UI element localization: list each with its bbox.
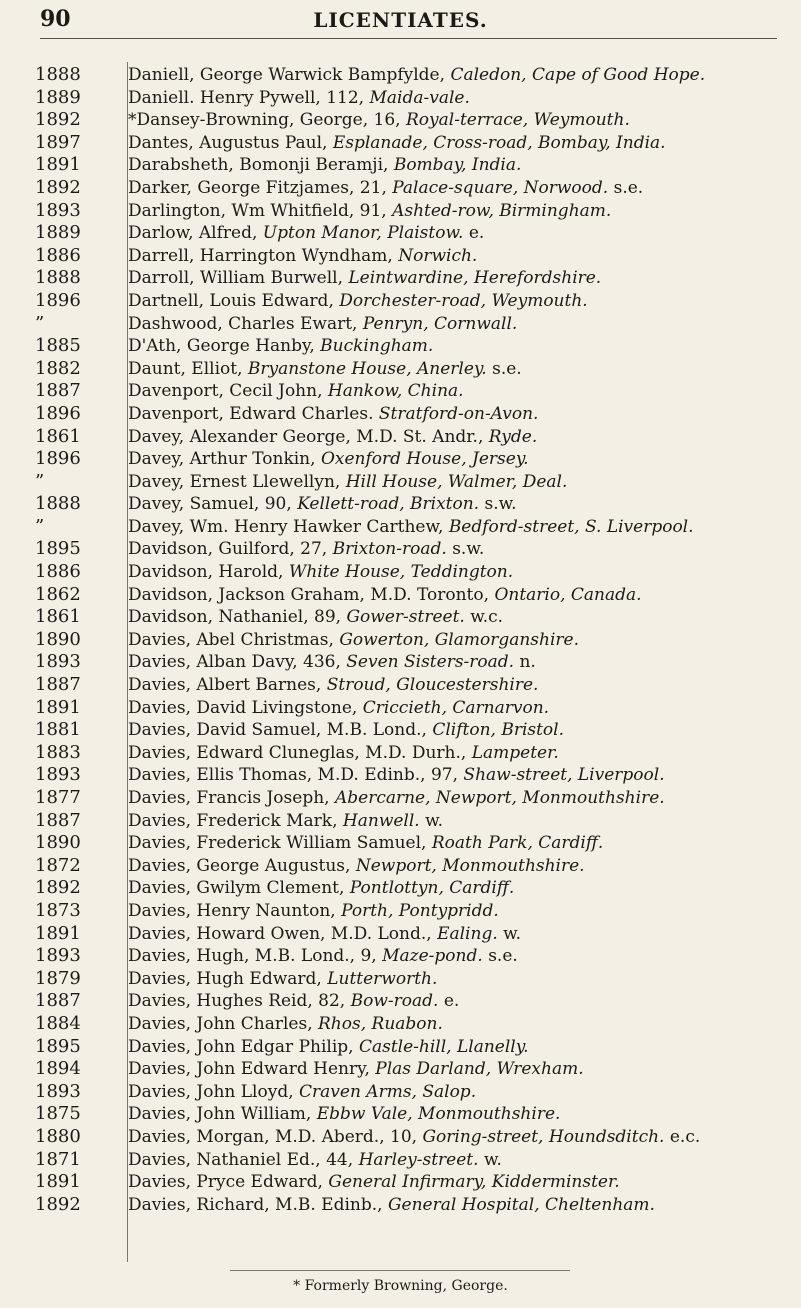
entry-year: 1883 (35, 741, 81, 763)
entry-name: Davey, Arthur Tonkin, (128, 449, 316, 470)
entry-year: 1890 (35, 628, 81, 650)
entry-place: Clifton, Bristol. (432, 720, 565, 741)
entry-text (120, 651, 788, 673)
entry-text (120, 1058, 788, 1080)
entry-name: Davies, John William, (128, 1104, 312, 1125)
entry-place: Ebbw Vale, Monmouthshire. (316, 1104, 561, 1125)
list-item (0, 87, 801, 110)
list-item (0, 787, 801, 810)
list-item (0, 629, 801, 652)
entry-region: w. (425, 810, 444, 831)
entry-year: 1895 (35, 538, 81, 560)
entry-text (120, 245, 788, 267)
list-item (0, 426, 801, 449)
entry-region: s.w. (484, 494, 517, 515)
entry-place: Esplanade, Cross-road, Bombay, India. (332, 132, 666, 153)
entry-year: 1891 (35, 154, 81, 176)
entry-name: Davidson, Jackson Graham, M.D. Toronto, (128, 584, 490, 605)
entry-place: Oxenford House, Jersey. (320, 449, 529, 470)
footnote-rule (230, 1270, 570, 1271)
entry-name: Davies, Abel Christmas, (128, 629, 334, 650)
entry-name: Davies, Ellis Thomas, M.D. Edinb., 97, (128, 765, 459, 786)
entry-year: 1871 (35, 1148, 81, 1170)
entry-text (120, 493, 788, 515)
entry-name: Davies, Edward Cluneglas, M.D. Durh., (128, 742, 467, 763)
entry-year: 1879 (35, 967, 81, 989)
entry-year: 1882 (35, 357, 81, 379)
list-item (0, 154, 801, 177)
entry-year: 1889 (35, 222, 81, 244)
entry-name: Davies, Gwilym Clement, (128, 878, 345, 899)
entry-year: 1889 (35, 86, 81, 108)
entry-place: Dorchester-road, Weymouth. (339, 290, 588, 311)
entry-name: Davies, George Augustus, (128, 855, 351, 876)
entry-place: General Hospital, Cheltenham. (387, 1194, 655, 1215)
list-item (0, 380, 801, 403)
entry-name: Daniell, George Warwick Bampfylde, (128, 65, 446, 85)
entry-place: Hill House, Walmer, Deal. (345, 471, 568, 492)
entry-year: 1861 (35, 425, 81, 447)
entry-name: Davies, Alban Davy, 436, (128, 652, 341, 673)
entry-name: Davies, Francis Joseph, (128, 788, 330, 808)
entry-name: Davidson, Guilford, 27, (128, 539, 328, 560)
entry-text (120, 516, 788, 538)
entry-text (120, 832, 788, 854)
list-item (0, 222, 801, 245)
entry-region: n. (519, 652, 536, 673)
entry-name: Daniell. Henry Pywell, 112, (128, 87, 365, 108)
entry-year: 1896 (35, 448, 81, 470)
list-item (0, 719, 801, 742)
entry-name: Davey, Wm. Henry Hawker Carthew, (128, 516, 444, 537)
entry-place: Lutterworth. (327, 968, 438, 989)
entry-year: 1887 (35, 674, 81, 696)
entry-name: Davies, Nathaniel Ed., 44, (128, 1149, 354, 1170)
list-item (0, 832, 801, 855)
entry-text (120, 448, 788, 470)
list-item (0, 1126, 801, 1149)
entry-text (120, 335, 788, 357)
entry-text (120, 900, 788, 922)
list-item (0, 1149, 801, 1172)
entry-year: 1877 (35, 787, 81, 808)
entry-text (120, 877, 788, 899)
entry-year: 1896 (35, 289, 81, 311)
entry-text (120, 471, 788, 493)
entry-place: Harley-street. (358, 1149, 479, 1170)
entry-place: Hankow, China. (327, 381, 464, 402)
entry-text (120, 1171, 788, 1193)
entry-place: Abercarne, Newport, Monmouthshire. (334, 788, 665, 808)
list-item (0, 1013, 801, 1036)
entry-year: 1861 (35, 606, 81, 628)
entry-name: Davies, Richard, M.B. Edinb., (128, 1194, 383, 1215)
entry-place: Penryn, Cornwall. (362, 313, 518, 334)
entry-place: Ontario, Canada. (494, 584, 642, 605)
page-number: 90 (40, 6, 71, 32)
entry-place: Brixton-road. (332, 539, 447, 560)
entry-name: Davies, David Samuel, M.B. Lond., (128, 720, 427, 741)
header-rule (40, 38, 777, 39)
list-item (0, 200, 801, 223)
entry-place: Upton Manor, Plaistow. (262, 223, 464, 244)
entry-year: ” (35, 312, 45, 334)
entry-text (120, 426, 788, 448)
entry-year: 1875 (35, 1103, 81, 1125)
entry-name: Davidson, Harold, (128, 562, 284, 583)
entry-place: White House, Teddington. (288, 562, 514, 583)
entry-text (120, 810, 788, 832)
entry-text (120, 64, 788, 86)
entry-region: s.e. (488, 946, 518, 967)
entry-year: 1887 (35, 809, 81, 831)
list-item (0, 448, 801, 471)
entry-place: Shaw-street, Liverpool. (463, 765, 665, 786)
entry-year: 1887 (35, 990, 81, 1012)
entry-year: 1886 (35, 244, 81, 266)
entry-name: Davies, Hughes Reid, 82, (128, 991, 346, 1012)
list-item (0, 651, 801, 674)
entry-place: Castle-hill, Llanelly. (358, 1036, 529, 1057)
entry-place: Rhos, Ruabon. (318, 1013, 443, 1034)
entry-year: 1893 (35, 1080, 81, 1102)
entry-place: Ashted-row, Birmingham. (392, 200, 612, 221)
entry-place: Seven Sisters-road. (346, 652, 515, 673)
entry-name: Dantes, Augustus Paul, (128, 132, 328, 153)
entry-year: 1886 (35, 561, 81, 583)
entry-region: w. (483, 1149, 502, 1170)
entry-name: Davenport, Cecil John, (128, 381, 323, 402)
entry-text (120, 764, 788, 786)
entry-year: 1873 (35, 899, 81, 921)
entry-place: Stratford-on-Avon. (378, 403, 539, 424)
entry-text (120, 606, 788, 628)
entry-text (120, 290, 788, 312)
entry-name: *Dansey-Browning, George, 16, (128, 110, 401, 131)
entry-text (120, 154, 788, 176)
entry-place: Caledon, Cape of Good Hope. (450, 65, 706, 85)
list-item (0, 561, 801, 584)
list-item (0, 900, 801, 923)
entry-place: Bombay, India. (393, 155, 522, 176)
list-item (0, 606, 801, 629)
entry-name: Davies, David Livingstone, (128, 697, 358, 718)
entry-place: Pontlottyn, Cardiff. (349, 878, 515, 899)
entry-name: Darroll, William Burwell, (128, 268, 343, 289)
entry-year: 1893 (35, 199, 81, 221)
list-item (0, 313, 801, 336)
entry-text (120, 538, 788, 560)
entry-region: w. (503, 923, 522, 944)
entry-place: Bryanstone House, Anerley. (247, 358, 487, 379)
entry-place: Leintwardine, Herefordshire. (348, 268, 602, 289)
entry-year: 1891 (35, 1171, 81, 1193)
entry-text (120, 719, 788, 741)
entry-name: Darabsheth, Bomonji Beramji, (128, 155, 389, 176)
list-item (0, 538, 801, 561)
entry-year: 1896 (35, 402, 81, 424)
entry-name: Daunt, Elliot, (128, 358, 243, 379)
entry-text (120, 968, 788, 990)
entry-text (120, 200, 788, 222)
entry-name: Davies, Albert Barnes, (128, 675, 322, 696)
list-item (0, 64, 801, 87)
list-item (0, 810, 801, 833)
entry-text (120, 697, 788, 719)
list-item (0, 471, 801, 494)
entry-year: 1888 (35, 267, 81, 289)
entry-text (120, 380, 788, 402)
entry-name: Davies, John Edgar Philip, (128, 1036, 354, 1057)
list-item (0, 764, 801, 787)
entry-name: Davey, Samuel, 90, (128, 494, 292, 515)
entry-name: Davies, Pryce Edward, (128, 1172, 323, 1193)
entry-text (120, 945, 788, 967)
entry-text (120, 1081, 788, 1103)
entry-place: Kellett-road, Brixton. (297, 494, 480, 515)
running-head: LICENTIATES. (313, 8, 488, 32)
entry-name: Davey, Alexander George, M.D. St. Andr., (128, 426, 484, 447)
entry-year: 1892 (35, 877, 81, 899)
entry-name: Davies, Hugh Edward, (128, 968, 322, 989)
entry-text (120, 1126, 788, 1148)
entry-text (120, 1013, 788, 1035)
list-item (0, 697, 801, 720)
entry-place: Bedford-street, S. Liverpool. (448, 516, 694, 537)
entry-place: Maida-vale. (369, 87, 470, 108)
entry-name: Davies, Frederick Mark, (128, 810, 338, 831)
entry-year: ” (35, 470, 45, 492)
entry-text (120, 629, 788, 651)
entry-region: s.e. (492, 358, 522, 379)
entry-name: Davies, Hugh, M.B. Lond., 9, (128, 946, 377, 967)
entry-name: Darker, George Fitzjames, 21, (128, 177, 387, 198)
entry-text (120, 1036, 788, 1058)
entry-place: Hanwell. (342, 810, 420, 831)
list-item (0, 968, 801, 991)
entry-text (120, 222, 788, 244)
list-item (0, 990, 801, 1013)
entry-text (120, 313, 788, 335)
entry-year: 1884 (35, 1012, 81, 1034)
entry-place: Norwich. (398, 245, 478, 266)
entry-text (120, 787, 788, 809)
list-item (0, 335, 801, 358)
entry-region: e. (443, 991, 460, 1012)
entry-place: Ealing. (437, 923, 498, 944)
entry-year: 1872 (35, 854, 81, 876)
entry-year: 1893 (35, 651, 81, 673)
list-item (0, 1036, 801, 1059)
list-item (0, 742, 801, 765)
list-item (0, 584, 801, 607)
entry-place: Porth, Pontypridd. (341, 900, 499, 921)
entry-year: 1881 (35, 719, 81, 741)
entry-name: Darlington, Wm Whitfield, 91, (128, 200, 387, 221)
list-item (0, 493, 801, 516)
entry-name: Davies, John Lloyd, (128, 1081, 294, 1102)
entry-place: Royal-terrace, Weymouth. (405, 110, 630, 131)
entry-place: Criccieth, Carnarvon. (362, 697, 550, 718)
entry-name: Davenport, Edward Charles. (128, 403, 374, 424)
entry-text (120, 923, 788, 945)
list-item (0, 674, 801, 697)
list-item (0, 358, 801, 381)
entry-year: 1894 (35, 1058, 81, 1080)
entry-name: Davies, Henry Naunton, (128, 900, 336, 921)
list-item (0, 290, 801, 313)
list-item (0, 1058, 801, 1081)
list-item (0, 1081, 801, 1104)
entry-region: s.e. (613, 177, 644, 198)
entry-place: Craven Arms, Salop. (299, 1081, 477, 1102)
entry-year: 1892 (35, 109, 81, 131)
entry-place: Bow-road. (350, 991, 439, 1012)
entry-year: 1892 (35, 176, 81, 198)
entry-place: Maze-pond. (382, 946, 483, 967)
entry-year: 1888 (35, 493, 81, 515)
entry-text (120, 855, 788, 877)
entry-place: Buckingham. (320, 336, 434, 357)
entry-year: 1890 (35, 832, 81, 854)
entry-place: General Infirmary, Kidderminster. (328, 1172, 620, 1193)
entry-year: ” (35, 515, 45, 537)
entry-place: Plas Darland, Wrexham. (375, 1059, 584, 1080)
entry-text (120, 561, 788, 583)
entry-place: Stroud, Gloucestershire. (326, 675, 539, 696)
entry-year: 1892 (35, 1193, 81, 1215)
entry-year: 1888 (35, 64, 81, 85)
list-item (0, 177, 801, 200)
list-item (0, 1194, 801, 1217)
entry-region: s.w. (452, 539, 485, 560)
list-item (0, 923, 801, 946)
entry-place: Gower-street. (346, 607, 465, 628)
footnote: * Formerly Browning, George. (293, 1278, 508, 1294)
entry-name: D'Ath, George Hanby, (128, 336, 315, 357)
entry-text (120, 1149, 788, 1171)
entry-name: Dashwood, Charles Ewart, (128, 313, 358, 334)
entry-year: 1895 (35, 1035, 81, 1057)
entry-text (120, 267, 788, 289)
entry-name: Dartnell, Louis Edward, (128, 290, 334, 311)
entry-year: 1897 (35, 131, 81, 153)
entry-text (120, 674, 788, 696)
list-item (0, 132, 801, 155)
entry-name: Darrell, Harrington Wyndham, (128, 245, 393, 266)
entry-region: e.c. (669, 1126, 701, 1147)
list-item (0, 516, 801, 539)
entry-place: Newport, Monmouthshire. (355, 855, 585, 876)
entry-name: Darlow, Alfred, (128, 223, 258, 244)
entry-year: 1893 (35, 945, 81, 967)
entry-name: Davies, Howard Owen, M.D. Lond., (128, 923, 432, 944)
entry-year: 1887 (35, 380, 81, 402)
entry-year: 1880 (35, 1125, 81, 1147)
entry-region: e. (468, 223, 485, 244)
entry-text (120, 132, 788, 154)
entry-region: w.c. (470, 607, 504, 628)
entry-text (120, 177, 788, 199)
entry-name: Davies, Morgan, M.D. Aberd., 10, (128, 1126, 418, 1147)
entry-text (120, 990, 788, 1012)
entry-text (120, 358, 788, 380)
entry-text (120, 742, 788, 764)
entry-year: 1893 (35, 764, 81, 786)
entry-text (120, 584, 788, 606)
entry-place: Ryde. (488, 426, 538, 447)
licentiate-list (0, 64, 801, 1216)
entry-place: Gowerton, Glamorganshire. (339, 629, 580, 650)
entry-name: Davies, John Charles, (128, 1013, 313, 1034)
entry-year: 1862 (35, 583, 81, 605)
entry-text (120, 1103, 788, 1125)
list-item (0, 945, 801, 968)
entry-year: 1891 (35, 696, 81, 718)
entry-year: 1885 (35, 335, 81, 357)
list-item (0, 1103, 801, 1126)
list-item (0, 855, 801, 878)
entry-place: Goring-street, Houndsditch. (422, 1126, 665, 1147)
entry-name: Davidson, Nathaniel, 89, (128, 607, 342, 628)
list-item (0, 109, 801, 132)
entry-name: Davies, Frederick William Samuel, (128, 833, 427, 854)
entry-place: Lampeter. (471, 742, 559, 763)
entry-text (120, 403, 788, 425)
entry-place: Roath Park, Cardiff. (431, 833, 604, 854)
list-item (0, 245, 801, 268)
list-item (0, 877, 801, 900)
list-item (0, 403, 801, 426)
entry-place: Palace-square, Norwood. (392, 177, 609, 198)
entry-name: Davey, Ernest Llewellyn, (128, 471, 341, 492)
list-item (0, 267, 801, 290)
list-item (0, 1171, 801, 1194)
entry-text (120, 87, 788, 109)
entry-text (120, 109, 788, 131)
entry-text (120, 1194, 788, 1216)
entry-name: Davies, John Edward Henry, (128, 1059, 370, 1080)
entry-year: 1891 (35, 922, 81, 944)
